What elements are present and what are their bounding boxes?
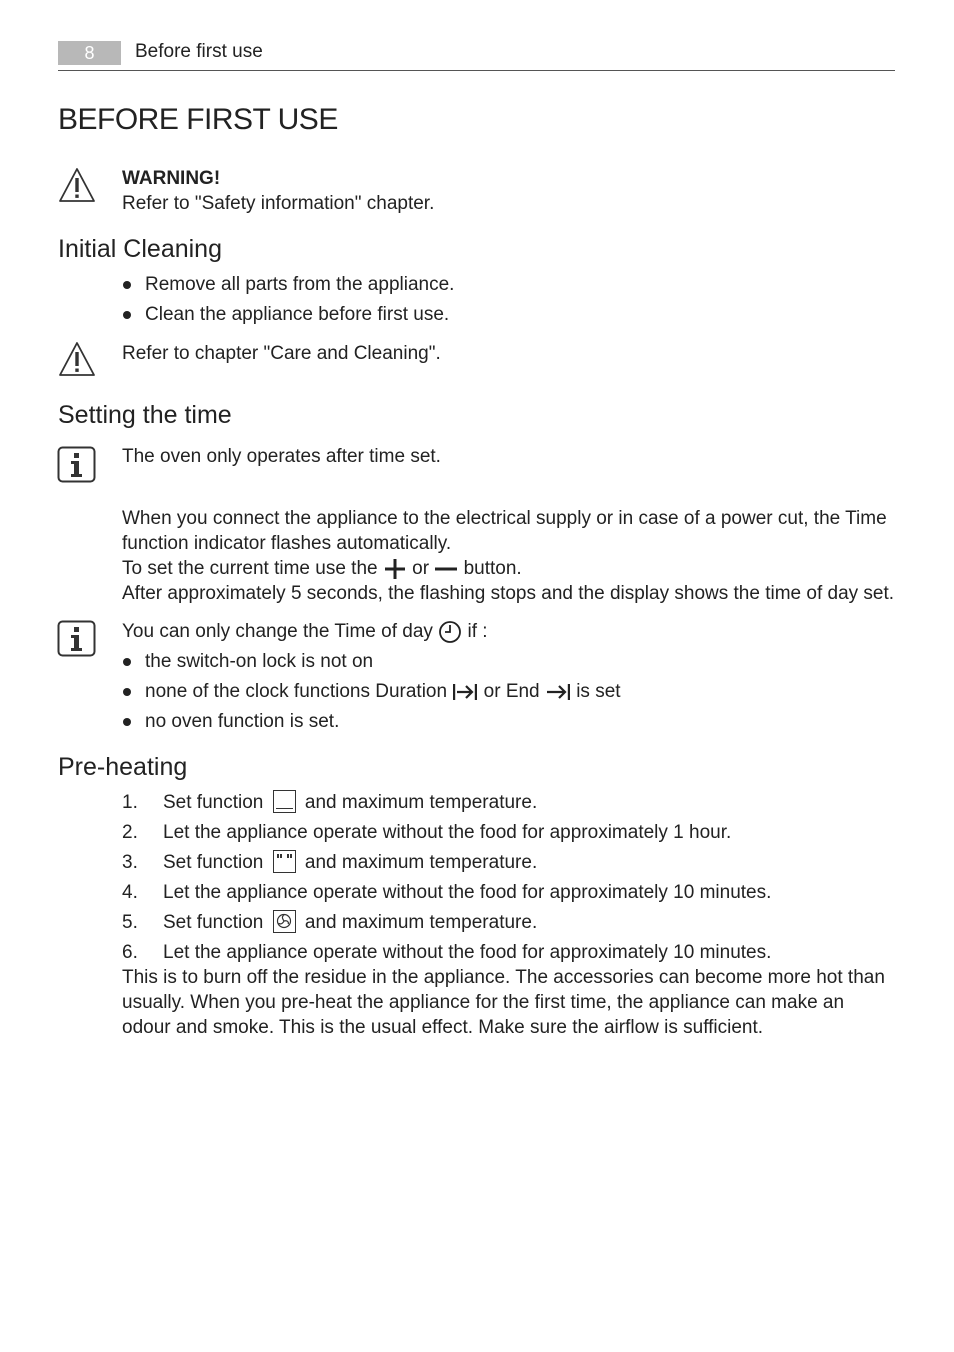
text-fragment: or End bbox=[483, 681, 540, 702]
list-item: no oven function is set. bbox=[145, 711, 340, 732]
text-fragment: button. bbox=[463, 558, 522, 579]
text-fragment: Set function bbox=[163, 852, 264, 873]
list-item: Remove all parts from the appliance. bbox=[145, 274, 455, 295]
info-icon bbox=[57, 446, 96, 483]
bullet-dot bbox=[123, 281, 131, 289]
minus-button-icon bbox=[434, 558, 458, 580]
step-number: 4. bbox=[122, 882, 138, 903]
text-fragment: if : bbox=[467, 621, 488, 642]
bullet-dot bbox=[123, 718, 131, 726]
page-title: BEFORE FIRST USE bbox=[58, 103, 338, 136]
step-text bbox=[163, 790, 537, 815]
clock-icon bbox=[438, 620, 462, 644]
text-fragment: and maximum temperature. bbox=[304, 852, 538, 873]
bullet-dot bbox=[123, 311, 131, 319]
running-header-title: Before first use bbox=[135, 41, 263, 62]
care-cleaning-note: Refer to chapter "Care and Cleaning". bbox=[122, 343, 441, 364]
text-fragment: or bbox=[412, 558, 430, 579]
warning-text: Refer to "Safety information" chapter. bbox=[122, 193, 435, 214]
paragraph-line: When you connect the appliance to the electrical supply or in case of a power cut, the Time bbox=[122, 508, 887, 529]
text-fragment: none of the clock functions Duration bbox=[145, 681, 448, 702]
step-number: 5. bbox=[122, 912, 138, 933]
time-of-day-condition bbox=[122, 619, 488, 644]
info-icon bbox=[57, 620, 96, 657]
fan-function-icon bbox=[273, 910, 296, 933]
header-divider bbox=[58, 70, 895, 71]
step-number: 3. bbox=[122, 852, 138, 873]
step-number: 1. bbox=[122, 792, 138, 813]
top-heat-function-icon bbox=[273, 850, 296, 873]
paragraph-line: function indicator flashes automatically. bbox=[122, 533, 452, 554]
set-time-instruction bbox=[122, 556, 522, 581]
info-text-time-set: The oven only operates after time set. bbox=[122, 446, 441, 467]
text-fragment: To set the current time use the bbox=[122, 558, 378, 579]
paragraph-line: This is to burn off the residue in the appliance. The accessories can become more hot than bbox=[122, 967, 885, 988]
step-text: Let the appliance operate without the food for approximately 10 minutes. bbox=[163, 882, 772, 903]
warning-triangle-icon bbox=[57, 166, 97, 204]
warning-title: WARNING! bbox=[122, 168, 221, 189]
section-heading-initial-cleaning: Initial Cleaning bbox=[58, 235, 222, 263]
bullet-dot bbox=[123, 658, 131, 666]
list-item: Clean the appliance before first use. bbox=[145, 304, 450, 325]
bullet-dot bbox=[123, 688, 131, 696]
paragraph-line: odour and smoke. This is the usual effect. Make sure the airflow is sufficient. bbox=[122, 1017, 764, 1038]
text-fragment: Set function bbox=[163, 792, 264, 813]
step-text bbox=[163, 850, 537, 875]
list-item bbox=[145, 679, 621, 704]
text-fragment: You can only change the Time of day bbox=[122, 621, 433, 642]
text-fragment: Set function bbox=[163, 912, 264, 933]
fan-icon bbox=[276, 913, 292, 929]
step-number: 6. bbox=[122, 942, 138, 963]
section-heading-setting-time: Setting the time bbox=[58, 401, 232, 429]
text-fragment: and maximum temperature. bbox=[304, 912, 538, 933]
step-text bbox=[163, 910, 537, 935]
warning-triangle-icon bbox=[57, 340, 97, 378]
step-number: 2. bbox=[122, 822, 138, 843]
paragraph-line: usually. When you pre-heat the appliance for the first time, the appliance can make an bbox=[122, 992, 845, 1013]
paragraph-line: After approximately 5 seconds, the flashing stops and the display shows the time of day set. bbox=[122, 583, 895, 604]
step-text: Let the appliance operate without the food for approximately 1 hour. bbox=[163, 822, 732, 843]
bottom-heat-function-icon bbox=[273, 790, 296, 813]
end-icon bbox=[545, 682, 571, 702]
section-heading-preheating: Pre-heating bbox=[58, 753, 188, 781]
page-number: 8 bbox=[58, 41, 121, 65]
text-fragment: and maximum temperature. bbox=[304, 792, 538, 813]
plus-button-icon bbox=[383, 558, 407, 580]
text-fragment: is set bbox=[576, 681, 621, 702]
step-text: Let the appliance operate without the food for approximately 10 minutes. bbox=[163, 942, 772, 963]
list-item: the switch-on lock is not on bbox=[145, 651, 374, 672]
duration-icon bbox=[452, 682, 478, 702]
